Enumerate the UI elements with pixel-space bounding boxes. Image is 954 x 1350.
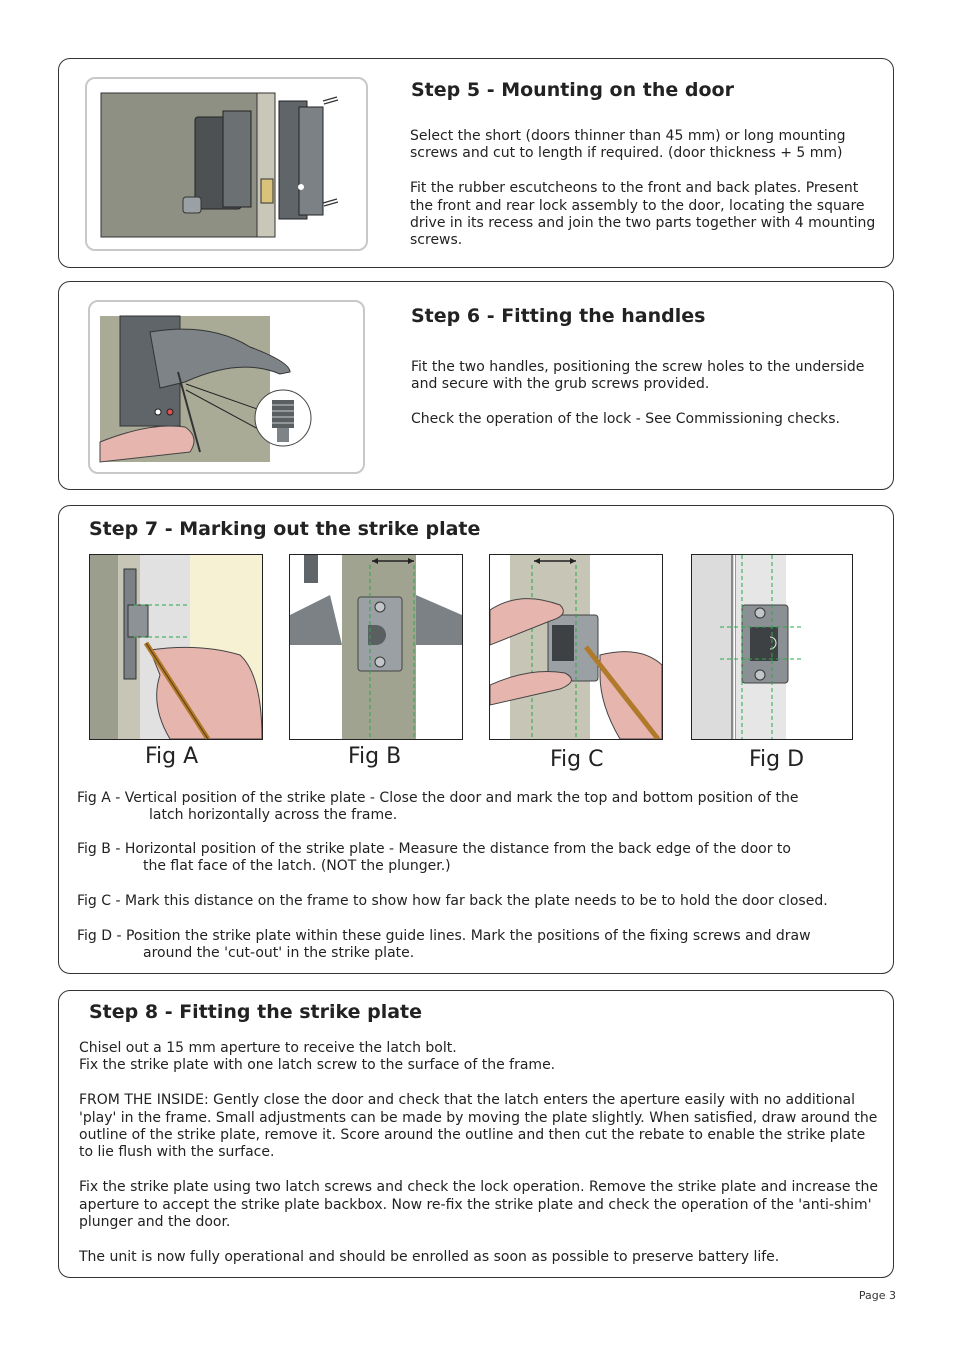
- fig-c-label: Fig C: [550, 747, 604, 772]
- fig-c-description: [77, 893, 877, 910]
- step6-panel: [58, 281, 894, 490]
- step5-paragraph-1: Select the short (doors thinner than 45 mm) or long mounting screws and cut to length if required. (door thickness + 5 mm): [410, 128, 846, 162]
- fig-d-label: Fig D: [749, 747, 805, 772]
- fig-b-description: [77, 841, 877, 876]
- step6-text: [411, 359, 881, 429]
- step5-panel: [58, 58, 894, 268]
- fig-c-illustration: [490, 555, 662, 739]
- step8-text: [79, 1040, 879, 1266]
- fig-d-description: [77, 928, 877, 963]
- fig-b-desc-line-2: the flat face of the latch. (NOT the plunger.): [143, 858, 451, 875]
- page-number: Page 3: [858, 1289, 896, 1302]
- fig-a-label: Fig A: [145, 744, 199, 769]
- fig-a-illustration: [90, 555, 262, 739]
- step7-title: Step 7 - Marking out the strike plate: [89, 518, 481, 540]
- fig-a-image: [89, 554, 263, 740]
- handle-fitting-illustration: [90, 302, 363, 472]
- step8-paragraph-1a: Chisel out a 15 mm aperture to receive the latch bolt.: [79, 1040, 457, 1056]
- step6-image-frame: [88, 300, 365, 474]
- fig-a-description: [77, 790, 877, 825]
- fig-a-desc-line-1: Fig A - Vertical position of the strike plate - Close the door and mark the top and bottom position of the: [77, 790, 799, 806]
- step8-panel: [58, 990, 894, 1278]
- fig-b-label: Fig B: [348, 744, 402, 769]
- step5-title: Step 5 - Mounting on the door: [411, 79, 734, 101]
- fig-b-desc-line-1: Fig B - Horizontal position of the strike plate - Measure the distance from the back edge of the door to: [77, 841, 791, 857]
- step6-title: Step 6 - Fitting the handles: [411, 305, 706, 327]
- fig-c-image: [489, 554, 663, 740]
- fig-b-illustration: [290, 555, 462, 739]
- fig-d-illustration: [692, 555, 852, 739]
- step5-image-frame: [85, 77, 368, 251]
- door-lock-mounting-illustration: [87, 79, 366, 249]
- step8-paragraph-3: Fix the strike plate using two latch screws and check the lock operation. Remove the strike plate and increase the aperture to accept the strike plate backbox. Now re-fix the strike plate and check the operation of the 'anti-shim' plunger and the door.: [79, 1179, 878, 1231]
- fig-b-image: [289, 554, 463, 740]
- step5-text: [410, 128, 880, 250]
- step8-paragraph-2: FROM THE INSIDE: Gently close the door and check that the latch enters the aperture easily with no additional 'play' in the frame. Small adjustments can be made by moving the plate slightly. When satisfied, draw around the outline of the strike plate, remove it. Score around the outline and then cut the rebate to enable the strike plate to lie flush with the surface.: [79, 1092, 878, 1161]
- step6-paragraph-2: Check the operation of the lock - See Commissioning checks.: [411, 411, 841, 428]
- step8-title: Step 8 - Fitting the strike plate: [89, 1001, 423, 1023]
- step8-paragraph-1b: Fix the strike plate with one latch screw to the surface of the frame.: [79, 1057, 556, 1074]
- step7-panel: [58, 505, 894, 974]
- fig-d-desc-line-1: Fig D - Position the strike plate within these guide lines. Mark the positions of the fixing screws and draw: [77, 928, 811, 944]
- fig-d-image: [691, 554, 853, 740]
- step5-paragraph-2: Fit the rubber escutcheons to the front and back plates. Present the front and rear lock assembly to the door, locating the square drive in its recess and join the two parts together with 4 mounting screws.: [410, 180, 876, 249]
- fig-a-desc-line-2: latch horizontally across the frame.: [149, 807, 398, 824]
- step6-paragraph-1: Fit the two handles, positioning the screw holes to the underside and secure with the grub screws provided.: [411, 359, 865, 393]
- fig-d-desc-line-2: around the 'cut-out' in the strike plate.: [143, 945, 415, 962]
- fig-c-desc-line-1: Fig C - Mark this distance on the frame to show how far back the plate needs to be to hold the door closed.: [77, 893, 828, 909]
- step8-paragraph-4: The unit is now fully operational and should be enrolled as soon as possible to preserve battery life.: [79, 1248, 780, 1265]
